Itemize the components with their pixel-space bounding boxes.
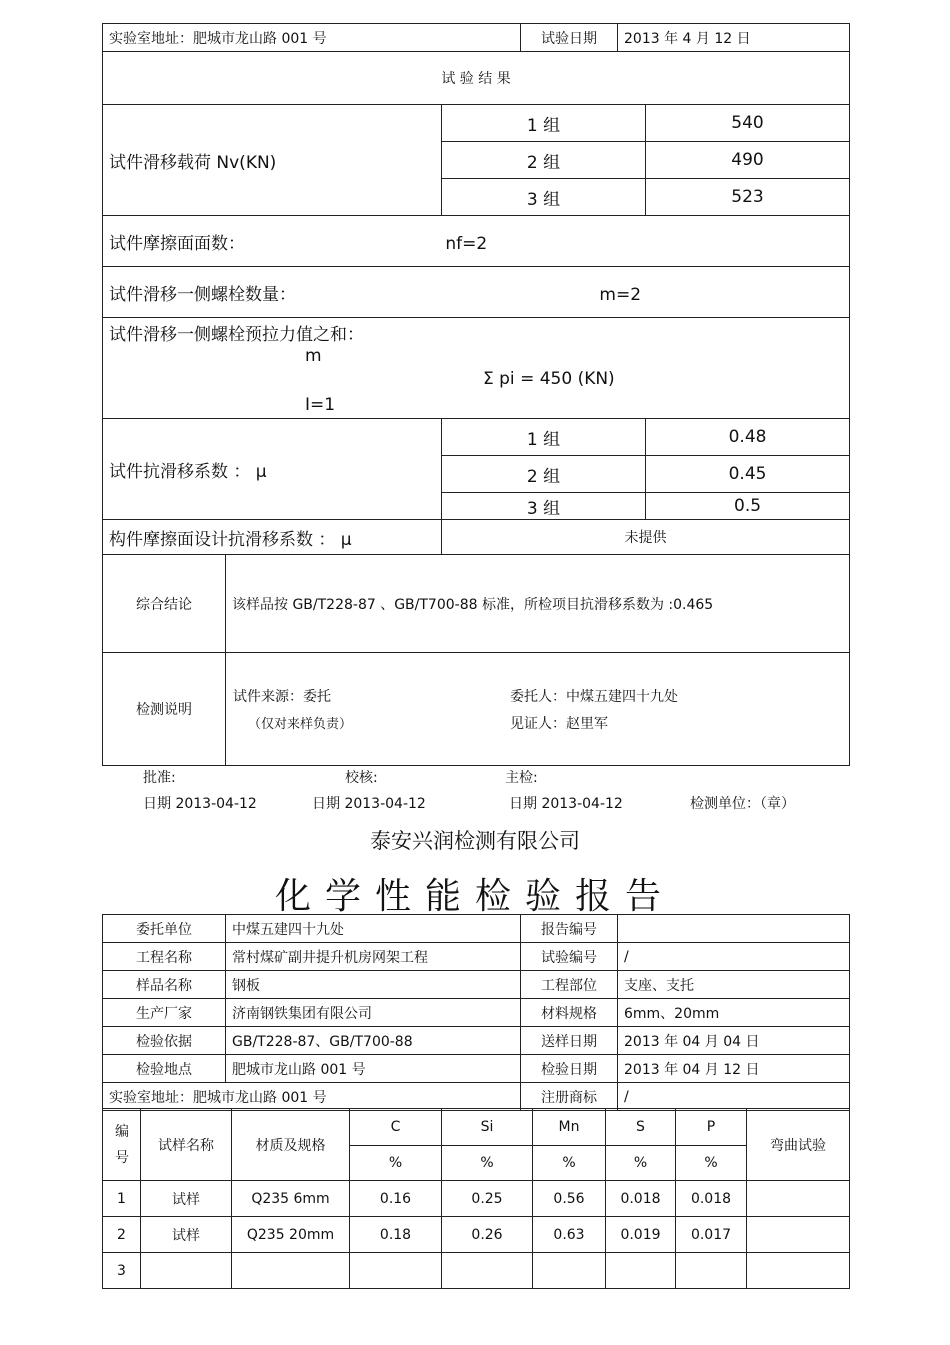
chem-value-c: 0.16: [350, 1181, 442, 1217]
chem-bend: [747, 1253, 850, 1289]
chem-row: [103, 1181, 850, 1217]
chem-spec: Q235 20mm: [232, 1217, 350, 1253]
info-label: 材料规格: [521, 999, 618, 1027]
info-value: /: [618, 943, 850, 971]
info-value: 2013 年 04 月 04 日: [618, 1027, 850, 1055]
notes-sample-only: （仅对来样负责）: [248, 717, 353, 732]
unit-si: %: [442, 1146, 533, 1181]
notes-witness: 见证人：赵里军: [510, 716, 608, 732]
slip-load-value-3: 523: [646, 179, 850, 216]
test-date-label-cell: 试验日期: [521, 24, 618, 52]
chem-value-si: [442, 1253, 533, 1289]
info-label: 送样日期: [521, 1027, 618, 1055]
info-value: 中煤五建四十九处: [226, 915, 521, 943]
chem-value-p: 0.018: [676, 1181, 747, 1217]
sum-bottom: I=1: [305, 395, 336, 415]
info-label: 报告编号: [521, 915, 618, 943]
unit-c: %: [350, 1146, 442, 1181]
chief-date: 日期 2013-04-12: [509, 796, 623, 812]
report-title: 化学性能检验报告: [274, 876, 675, 917]
info-value: GB/T228-87、GB/T700-88: [226, 1027, 521, 1055]
slip-load-group-3: 3 组: [442, 179, 646, 216]
unit-s: %: [606, 1146, 676, 1181]
chem-spec: [232, 1253, 350, 1289]
chem-bend: [747, 1181, 850, 1217]
review-label: 校核:: [345, 770, 378, 786]
info-row: [103, 915, 850, 943]
chem-name: 试样: [141, 1217, 232, 1253]
friction-faces-row: [103, 216, 850, 267]
chem-name: [141, 1253, 232, 1289]
chem-value-c: [350, 1253, 442, 1289]
bolt-count-row: [103, 267, 850, 318]
chem-no: 3: [103, 1253, 141, 1289]
slip-coef-value-3: 0.5: [646, 493, 850, 520]
chem-header-no: 编号: [103, 1109, 141, 1181]
chem-value-s: 0.019: [606, 1217, 676, 1253]
notes-cell: [226, 653, 850, 766]
chem-name: 试样: [141, 1181, 232, 1217]
results-body: [102, 51, 850, 766]
unit-p: %: [676, 1146, 747, 1181]
bolt-count-value: m=2: [599, 284, 642, 305]
chem-value-s: 0.018: [606, 1181, 676, 1217]
chem-header-si: Si: [442, 1109, 533, 1146]
design-coef-label: 构件摩擦面设计抗滑移系数 ： μ: [103, 520, 442, 555]
slip-load-value-1: 540: [646, 105, 850, 142]
chem-value-c: 0.18: [350, 1217, 442, 1253]
trademark-value: /: [618, 1083, 850, 1111]
info-label: 检验依据: [103, 1027, 226, 1055]
info-table: [102, 914, 850, 1111]
conclusion-text: 该样品按 GB/T228-87 、GB/T700-88 标准，所检项目抗滑移系数为 :0.465: [226, 555, 850, 653]
info-label: 样品名称: [103, 971, 226, 999]
chem-spec: Q235 6mm: [232, 1181, 350, 1217]
sum-top: m: [305, 346, 322, 366]
info-row: [103, 971, 850, 999]
chem-value-p: [676, 1253, 747, 1289]
chem-value-si: 0.25: [442, 1181, 533, 1217]
info-value: 常村煤矿副井提升机房网架工程: [226, 943, 521, 971]
chem-header-spec: 材质及规格: [232, 1109, 350, 1181]
bolt-count-label: 试件滑移一侧螺栓数量：: [109, 284, 296, 305]
chem-header-bend: 弯曲试验: [747, 1109, 850, 1181]
lab-address-cell: 实验室地址：肥城市龙山路 001 号: [103, 24, 521, 52]
approve-label: 批准:: [143, 770, 176, 786]
info-value: 钢板: [226, 971, 521, 999]
info-row: [103, 1027, 850, 1055]
test-date-cell: 2013 年 4 月 12 日: [618, 24, 850, 52]
friction-faces-label: 试件摩擦面面数：: [109, 233, 245, 254]
info-label: 工程名称: [103, 943, 226, 971]
chem-value-mn: 0.56: [533, 1181, 606, 1217]
slip-coef-group-2: 2 组: [442, 456, 646, 493]
info-value: 济南钢铁集团有限公司: [226, 999, 521, 1027]
notes-client: 委托人：中煤五建四十九处: [510, 689, 678, 705]
info-label: 生产厂家: [103, 999, 226, 1027]
info-value: 6mm、20mm: [618, 999, 850, 1027]
chem-value-s: [606, 1253, 676, 1289]
trademark-label: 注册商标: [521, 1083, 618, 1111]
chem-no: 1: [103, 1181, 141, 1217]
chem-header-p: P: [676, 1109, 747, 1146]
design-coef-value: 未提供: [442, 520, 850, 555]
info-label: 工程部位: [521, 971, 618, 999]
pretension-cell: [103, 318, 850, 419]
info-value: [618, 915, 850, 943]
chem-value-p: 0.017: [676, 1217, 747, 1253]
notes-source: 试件来源：委托: [233, 689, 331, 705]
info-value: 肥城市龙山路 001 号: [226, 1055, 521, 1083]
unit-mn: %: [533, 1146, 606, 1181]
header-row: [102, 23, 850, 52]
info-value: 2013 年 04 月 12 日: [618, 1055, 850, 1083]
info-row: [103, 1055, 850, 1083]
slip-coef-group-1: 1 组: [442, 419, 646, 456]
chem-header-mn: Mn: [533, 1109, 606, 1146]
chem-value-mn: [533, 1253, 606, 1289]
slip-coef-value-2: 0.45: [646, 456, 850, 493]
chem-table: [102, 1108, 850, 1289]
info-row: [103, 943, 850, 971]
sum-formula: Σ pi = 450 (KN): [483, 369, 615, 389]
chem-row: [103, 1253, 850, 1289]
chem-no: 2: [103, 1217, 141, 1253]
slip-load-group-1: 1 组: [442, 105, 646, 142]
info-label: 检验日期: [521, 1055, 618, 1083]
chief-label: 主检:: [505, 770, 538, 786]
chem-header-name: 试样名称: [141, 1109, 232, 1181]
friction-faces-value: nf=2: [445, 233, 488, 254]
chem-header-s: S: [606, 1109, 676, 1146]
pretension-label: 试件滑移一侧螺栓预拉力值之和：: [109, 325, 364, 345]
chem-value-si: 0.26: [442, 1217, 533, 1253]
info-lab-address: 实验室地址：肥城市龙山路 001 号: [103, 1083, 521, 1111]
info-label: 试验编号: [521, 943, 618, 971]
chem-bend: [747, 1217, 850, 1253]
chem-header-c: C: [350, 1109, 442, 1146]
chem-value-mn: 0.63: [533, 1217, 606, 1253]
company-name: 泰安兴润检测有限公司: [370, 829, 580, 853]
info-label: 委托单位: [103, 915, 226, 943]
slip-coef-group-3: 3 组: [442, 493, 646, 520]
results-header: 试 验 结 果: [103, 52, 850, 105]
review-date: 日期 2013-04-12: [312, 796, 426, 812]
notes-label: 检测说明: [103, 653, 226, 766]
slip-load-label: 试件滑移载荷 Nv(KN): [103, 105, 442, 216]
slip-load-value-2: 490: [646, 142, 850, 179]
approve-date: 日期 2013-04-12: [143, 796, 257, 812]
slip-load-group-2: 2 组: [442, 142, 646, 179]
info-row: [103, 999, 850, 1027]
slip-coef-label: 试件抗滑移系数 ： μ: [103, 419, 442, 520]
chem-row: [103, 1217, 850, 1253]
slip-coef-value-1: 0.48: [646, 419, 850, 456]
conclusion-label: 综合结论: [103, 555, 226, 653]
info-label: 检验地点: [103, 1055, 226, 1083]
test-unit-label: 检测单位：（章）: [690, 796, 795, 812]
info-value: 支座、支托: [618, 971, 850, 999]
